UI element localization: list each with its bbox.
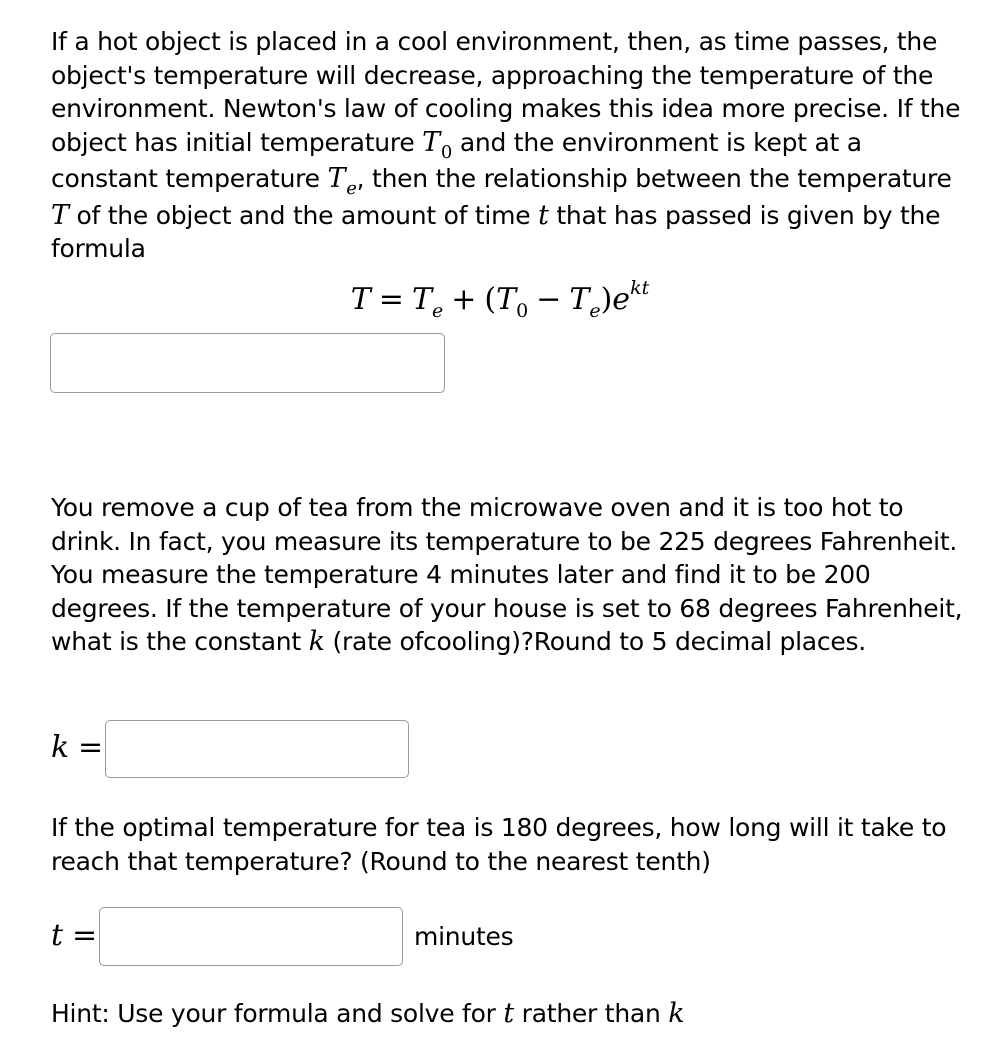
math-Te: $T_e$ [327, 163, 357, 199]
intro-text-2: and the environment is kept at a constant temperature [51, 127, 862, 193]
math-T: T [51, 199, 69, 231]
math-k: k [308, 626, 325, 657]
question-1-text-b: (rate ofcooling)?Round to 5 decimal places. [324, 627, 866, 656]
math-T0: $T_0$ [422, 126, 453, 163]
intro-text-1: If a hot object is placed in a cool environment, then, as time passes, the object's temperature will decrease, approaching the temperature of the environment. Newton's law of cooling makes this idea more precise. If the object has initial temperature [51, 27, 961, 157]
hint-text-a: Hint: Use your formula and solve for [51, 999, 504, 1028]
t-equals: = [72, 918, 98, 953]
intro-paragraph [51, 25, 966, 266]
hint-paragraph [51, 997, 966, 1031]
t-label: t [51, 918, 64, 953]
k-equals: = [78, 730, 104, 765]
k-input[interactable] [105, 720, 409, 778]
intro-text-3: , then the relationship between the temperature [356, 164, 952, 193]
question-1-text-a: You remove a cup of tea from the microwave oven and it is too hot to drink. In fact, you measure its temperature to be 225 degrees Fahrenheit. You measure the temperature 4 minutes later and find it to be 200 degrees. If the temperature of your house is set to 68 degrees Fahrenheit, what is the constant [51, 493, 963, 656]
hint-text-b: rather than [513, 999, 669, 1028]
newton-cooling-formula: $T = T_e + (T_0 - T_e)e^{kt}$ [350, 277, 650, 322]
question-2-paragraph [51, 811, 966, 878]
minutes-unit-label: minutes [414, 922, 514, 951]
math-t: t [538, 199, 549, 231]
intro-text-5: that has passed is given by the formula [51, 200, 941, 263]
hint-math-t: t [503, 998, 514, 1029]
intro-text-4: of the object and the amount of time [68, 200, 539, 230]
t-input[interactable] [99, 907, 403, 966]
formula-answer-input[interactable] [50, 333, 445, 393]
hint-math-k: k [668, 998, 685, 1029]
k-label: k [51, 730, 70, 765]
question-2-text: If the optimal temperature for tea is 180 degrees, how long will it take to reach that temperature? (Round to the nearest tenth) [51, 813, 947, 876]
question-1-paragraph [51, 491, 966, 659]
